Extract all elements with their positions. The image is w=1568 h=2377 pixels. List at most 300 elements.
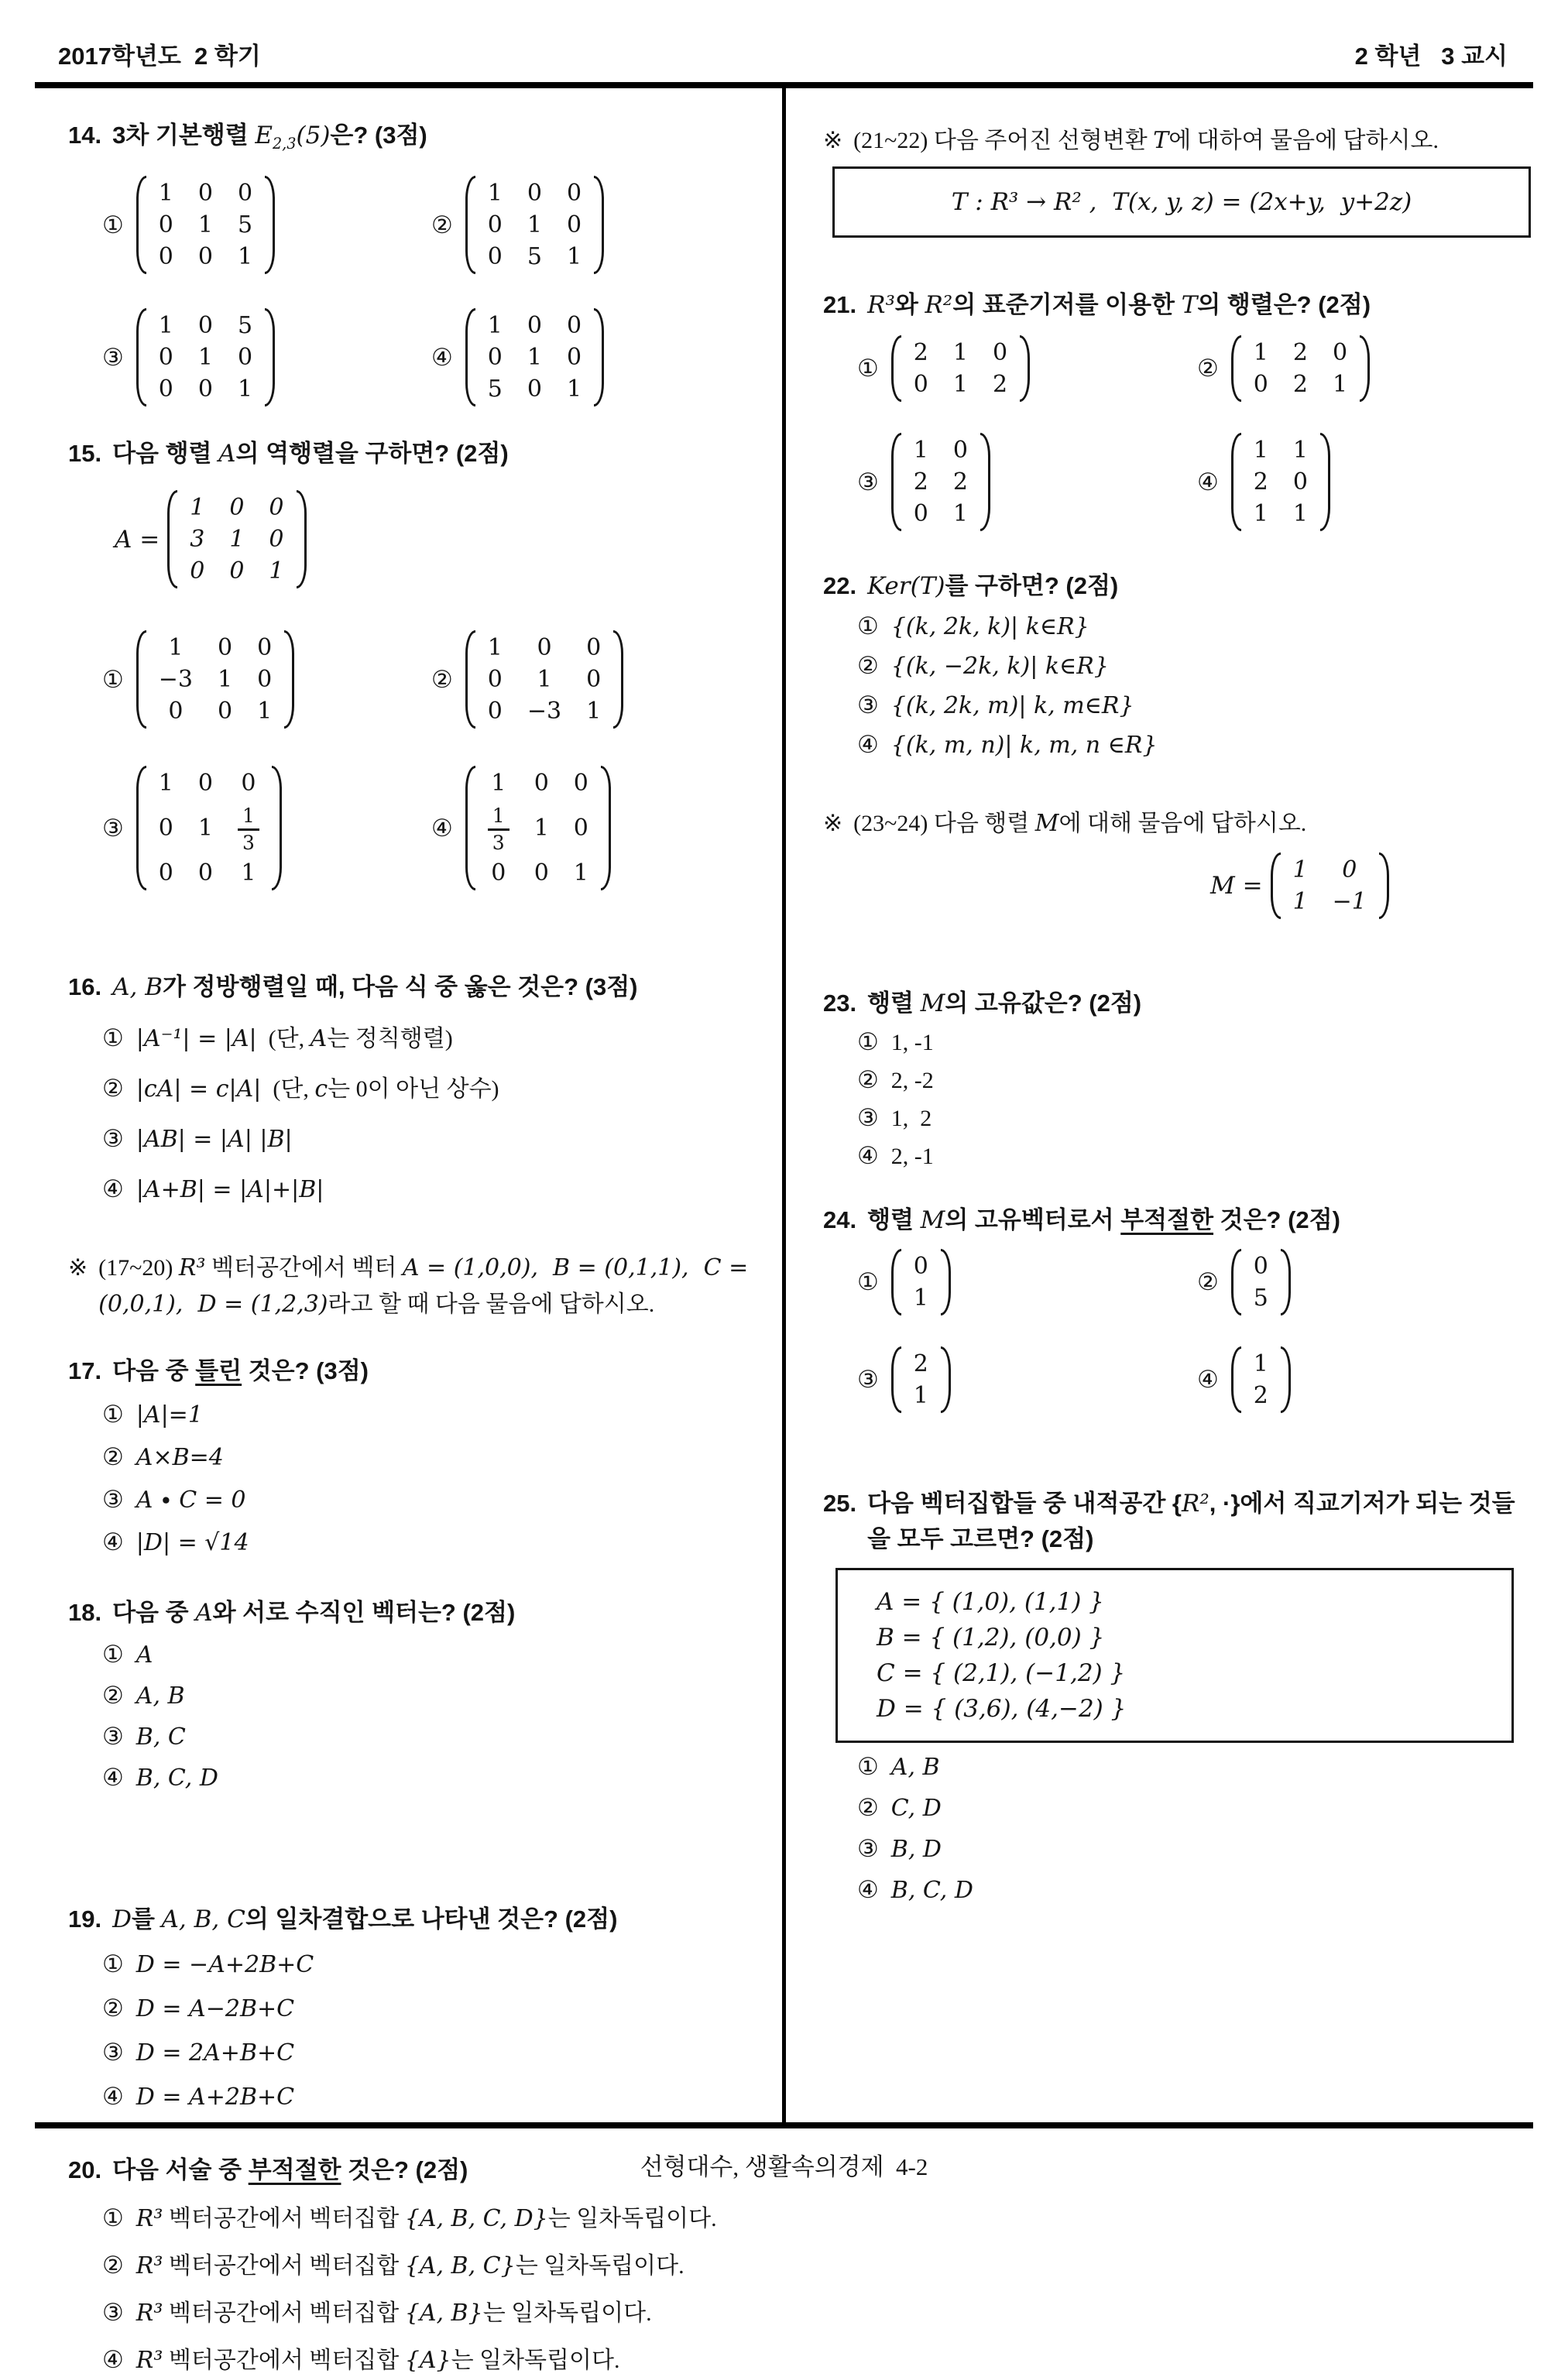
text-segment: 의 역행렬을 구하면? — [235, 440, 456, 468]
text-segment: M — [920, 1206, 945, 1234]
text-segment: 에 대해 물음에 답하시오. — [1058, 811, 1307, 836]
question-23-title — [823, 986, 1537, 1021]
text-segment: R³ — [867, 291, 895, 319]
matrix-cell: 1 — [1253, 1350, 1268, 1377]
option-number: ③ — [857, 691, 879, 719]
matrix-cell: 0 — [257, 634, 273, 662]
matrix-cell: 1 — [952, 339, 968, 366]
matrix-cell: 0 — [487, 344, 503, 372]
paren-left — [167, 490, 177, 588]
option-number: ① — [857, 612, 879, 640]
text-segment: A ∙ C = 0 — [136, 1487, 246, 1514]
option-text — [136, 1993, 294, 2025]
text-segment: 벡터공간에서 벡터집합 — [163, 2206, 405, 2232]
option-number: ③ — [857, 1835, 879, 1862]
transformation-definition-box — [832, 166, 1531, 238]
question-number: 15. — [68, 440, 102, 468]
option-text — [891, 690, 1134, 722]
option — [431, 629, 760, 730]
option-text — [136, 1399, 203, 1432]
text-segment: (2점) — [1065, 572, 1119, 599]
text-segment: D = 2A+B+C — [136, 2039, 295, 2067]
text-segment: c — [314, 1075, 328, 1103]
text-segment: , ·}에서 직교기저가 되는 것들을 모두 고르면? — [867, 1490, 1515, 1552]
matrix-cell: 1 — [1253, 500, 1268, 527]
matrix-cell: 0 — [197, 312, 213, 340]
question-text — [112, 118, 760, 162]
matrix-cell: 0 — [534, 770, 549, 797]
matrix-cell: 1 — [257, 698, 273, 725]
matrix-cell: 1 — [237, 376, 253, 403]
option-number: ④ — [102, 2346, 124, 2374]
footer-rule — [35, 2122, 1533, 2128]
option — [857, 610, 1537, 643]
option-number: ③ — [102, 2299, 124, 2327]
paren-left — [465, 766, 475, 890]
fraction-numerator: 1 — [488, 805, 510, 831]
text-segment: 는 0이 아닌 상수) — [328, 1076, 499, 1103]
option-number: ④ — [1197, 1366, 1219, 1393]
matrix-cell: 0 — [168, 698, 184, 725]
matrix-cell: 2 — [952, 468, 968, 496]
paren-right — [297, 490, 307, 588]
question-14-title — [68, 118, 760, 162]
option — [857, 1064, 1537, 1097]
matrix-cell: 1 — [1253, 339, 1268, 366]
option — [857, 1833, 1537, 1866]
matrix-cell: 3 — [190, 526, 205, 554]
matrix-label: A = — [115, 525, 160, 554]
paren-right — [941, 1249, 951, 1315]
text-segment: 의 행렬은? — [1197, 291, 1319, 318]
matrix-cell: 0 — [158, 211, 173, 239]
matrix — [1231, 431, 1330, 533]
matrix-cell: 0 — [1332, 339, 1348, 366]
text-segment: {A, B, C} — [404, 2252, 516, 2280]
matrix-cell: 1 — [190, 494, 205, 522]
matrix-cell: 1 — [487, 180, 503, 208]
option — [102, 2296, 760, 2330]
option-number: ③ — [102, 2039, 124, 2067]
matrix-cell: 0 — [229, 494, 245, 522]
matrix-cell: 0 — [527, 180, 542, 208]
question-15-title — [68, 436, 760, 472]
text-segment: 2, -1 — [890, 1144, 934, 1169]
text-segment: A — [195, 1599, 213, 1628]
option-number: ③ — [857, 1104, 879, 1131]
matrix-cell: −3 — [527, 698, 562, 725]
matrix-cell: 0 — [218, 698, 233, 725]
option-number: ④ — [431, 814, 453, 842]
matrix-cell: 1 — [269, 557, 284, 585]
option-text — [136, 2203, 717, 2235]
matrix-cell: 2 — [913, 1350, 928, 1377]
option — [102, 1720, 760, 1754]
option — [431, 174, 760, 276]
option-text — [136, 1123, 293, 1156]
paren-right — [613, 630, 623, 729]
matrix-cell: 1 — [197, 815, 213, 842]
matrix-cell: 0 — [491, 859, 506, 887]
text-segment: |cA| = c|A| — [136, 1075, 262, 1103]
paren-left — [1271, 852, 1281, 919]
matrix-cell: 0 — [241, 770, 256, 797]
matrix-cell: 2 — [1253, 468, 1268, 496]
question-text — [867, 1202, 1537, 1238]
text-segment: 은? — [330, 122, 375, 149]
matrix-cell: 1 — [197, 211, 213, 239]
matrix-cell: 0 — [534, 859, 549, 887]
paren-left — [465, 630, 475, 729]
option — [857, 650, 1537, 683]
question-number: 16. — [68, 973, 102, 1001]
matrix-cell: 0 — [566, 344, 582, 372]
option — [102, 1441, 760, 1474]
text-segment: 행렬 — [867, 1206, 921, 1233]
matrix-cell: 0 — [487, 666, 503, 694]
matrix-cell: 1 — [197, 344, 213, 372]
option — [431, 307, 760, 408]
option-number: ③ — [857, 1366, 879, 1393]
matrix-cell: 0 — [527, 376, 542, 403]
paren-right — [594, 308, 604, 406]
vector-sets-box — [835, 1568, 1514, 1743]
text-segment: 3차 기본행렬 — [112, 122, 256, 149]
paren-right — [1379, 852, 1389, 919]
matrix-cell: 0 — [237, 180, 253, 208]
matrix-cell: 5 — [527, 243, 542, 271]
matrix-cell: 1 — [913, 1382, 928, 1409]
matrix-label: M = — [1210, 872, 1263, 900]
page-header — [0, 0, 1568, 71]
matrix-cell: 0 — [1292, 468, 1308, 496]
matrix-cell: 0 — [257, 666, 273, 694]
matrix-cell: 0 — [487, 211, 503, 239]
matrix — [136, 764, 282, 892]
option — [102, 1638, 760, 1672]
question-16 — [68, 969, 760, 1206]
paren-right — [1020, 335, 1030, 402]
matrix-cell: 1 — [1292, 437, 1308, 464]
matrix-cell: 1 — [952, 500, 968, 527]
text-segment: (단, — [256, 1026, 311, 1052]
text-segment: 1, 2 — [890, 1106, 932, 1131]
matrix-cell: 0 — [158, 243, 173, 271]
paren-right — [1281, 1346, 1291, 1413]
text-segment: |A+B| = |A|+|B| — [136, 1176, 324, 1204]
text-segment: 의 고유벡터로서 — [945, 1206, 1121, 1233]
text-segment: A, B — [136, 1682, 185, 1710]
option-text — [136, 1484, 246, 1517]
text-segment: T : R³ → R² , T(x, y, z) = (2x+y, y+2z) — [951, 188, 1412, 216]
text-segment: (3점) — [374, 122, 427, 149]
paren-left — [136, 308, 146, 406]
question-text — [867, 1486, 1537, 1557]
matrix-cell: 1 — [573, 859, 588, 887]
paren-right — [265, 308, 275, 406]
matrix-cell: 1 — [1292, 888, 1308, 915]
matrix-cell: 1 — [487, 312, 503, 340]
question-17-options — [68, 1398, 760, 1559]
option-number: ① — [857, 1268, 879, 1295]
paren-right — [1320, 433, 1330, 531]
paren-right — [980, 433, 990, 531]
text-segment: 다음 벡터집합들 중 내적공간 { — [867, 1490, 1182, 1517]
matrix-cell: 0 — [197, 180, 213, 208]
matrix-cell: 1 — [566, 376, 582, 403]
option-number: ③ — [102, 1125, 124, 1153]
matrix-cell: 1 — [1253, 437, 1268, 464]
preamble-text — [853, 805, 1537, 842]
matrix-cell: 0 — [197, 859, 213, 887]
paren-left — [1231, 335, 1241, 402]
text-segment: {(k, m, n)| k, m, n ∈R} — [890, 732, 1158, 759]
matrix-cell: 0 — [992, 339, 1008, 366]
question-text — [867, 568, 1537, 604]
text-segment: 것은? — [1213, 1206, 1288, 1233]
question-17 — [68, 1353, 760, 1559]
question-number: 23. — [823, 990, 857, 1017]
option — [102, 1948, 760, 1981]
set-definition — [877, 1584, 1493, 1620]
text-segment: R³ — [136, 2252, 163, 2280]
matrix-cell: 1 — [241, 859, 256, 887]
text-segment: (5) — [296, 122, 331, 149]
matrix-cell: 0 — [158, 859, 173, 887]
matrix-cell: 0 — [1342, 856, 1357, 883]
question-text — [112, 436, 760, 472]
text-segment: (단, — [261, 1076, 315, 1103]
matrix-cell — [238, 802, 259, 854]
option-number: ③ — [102, 814, 124, 842]
matrix-cells — [475, 629, 613, 730]
text-segment: E — [255, 122, 273, 149]
matrix — [891, 431, 990, 533]
matrix — [891, 334, 1030, 403]
option-number: ① — [102, 1950, 124, 1978]
matrix — [465, 764, 611, 892]
option — [102, 1992, 760, 2025]
question-24 — [823, 1202, 1537, 1415]
question-20 — [68, 2152, 760, 2377]
question-23-options — [823, 1026, 1537, 1173]
option — [102, 2036, 760, 2070]
text-segment: 라고 할 때 다음 물음에 답하시오. — [328, 1291, 655, 1318]
question-15-options — [102, 629, 760, 892]
text-segment: (2점) — [462, 1599, 516, 1627]
matrix-cell: 1 — [158, 180, 173, 208]
option-number: ④ — [431, 343, 453, 371]
text-segment: 부적절한 — [248, 2156, 341, 2184]
text-segment: A, B — [112, 973, 163, 1002]
question-22 — [823, 568, 1537, 762]
matrix-cell: 2 — [1292, 371, 1308, 398]
text-segment: 다음 서술 중 — [112, 2156, 249, 2184]
matrix — [136, 307, 275, 408]
text-segment: B, C, D — [136, 1765, 218, 1792]
option-number: ① — [102, 2204, 124, 2232]
matrix-cell: 1 — [1332, 371, 1348, 398]
matrix-cell: 0 — [158, 376, 173, 403]
text-segment: {(k, −2k, k)| k∈R} — [890, 653, 1109, 680]
option-text — [891, 611, 1089, 643]
option-number: ③ — [857, 468, 879, 496]
text-segment: M — [1034, 810, 1059, 837]
matrix-cell: 1 — [527, 344, 542, 372]
fraction-denominator: 3 — [492, 832, 505, 855]
question-21 — [823, 287, 1537, 533]
text-segment: |AB| = |A| |B| — [136, 1126, 293, 1154]
option-number: ④ — [102, 2083, 124, 2111]
option-text — [891, 1103, 932, 1135]
option-number: ② — [102, 1995, 124, 2022]
text-segment: {(k, 2k, k)| k∈R} — [890, 613, 1089, 640]
matrix-cell: 0 — [190, 557, 205, 585]
text-segment: 를 — [131, 1905, 162, 1933]
matrix-cell: 0 — [269, 494, 284, 522]
text-segment: 다음 중 — [112, 1599, 196, 1627]
header-grade-period: 2 학년 3 교시 — [1354, 43, 1508, 70]
option-number: ① — [857, 1753, 879, 1780]
matrix-cell: 0 — [566, 312, 582, 340]
matrix-cell: 5 — [237, 211, 253, 239]
text-segment: B, D — [890, 1836, 942, 1863]
text-segment: 와 — [894, 291, 925, 318]
option — [857, 1751, 1537, 1784]
header-term: 2017학년도 2 학기 — [58, 43, 261, 70]
matrix-cell: 1 — [158, 770, 173, 797]
option-text — [891, 1875, 973, 1907]
matrix-cell — [488, 802, 510, 854]
text-segment: (2점) — [415, 2156, 468, 2184]
given-matrix-M — [1210, 851, 1537, 921]
option — [857, 689, 1537, 722]
matrix-cell: 1 — [1292, 856, 1308, 883]
option — [102, 1173, 760, 1206]
matrix-cell: 1 — [158, 312, 173, 340]
paren-right — [272, 766, 282, 890]
option-text — [136, 1174, 324, 1206]
text-segment: C = { (2,1), (−1,2) } — [877, 1659, 1126, 1687]
text-segment: 부적절한 — [1120, 1206, 1214, 1233]
text-segment: (21~22) 다음 주어진 선형변환 — [853, 128, 1154, 153]
fraction — [238, 805, 259, 854]
option — [102, 1398, 760, 1432]
text-segment: 2, -2 — [890, 1068, 934, 1093]
matrix-cell: 1 — [168, 634, 184, 662]
matrix-cell: 0 — [158, 344, 173, 372]
text-segment: B, C — [136, 1724, 186, 1751]
question-19-title — [68, 1902, 760, 1937]
text-segment: T — [1181, 291, 1198, 319]
matrix-cell: 0 — [573, 770, 588, 797]
option — [102, 2202, 760, 2235]
text-segment: 벡터공간에서 벡터집합 — [163, 2348, 405, 2374]
option — [1197, 431, 1537, 533]
question-25 — [823, 1486, 1537, 1907]
option-number: ② — [102, 1443, 124, 1471]
matrix — [136, 629, 294, 730]
preamble-21-22 — [823, 122, 1537, 159]
text-segment: (3점) — [585, 973, 638, 1001]
option-number: ② — [102, 1075, 124, 1103]
option — [102, 1526, 760, 1559]
question-20-options — [68, 2202, 760, 2377]
text-segment: 는 일차독립이다. — [547, 2206, 717, 2232]
matrix-cell: 0 — [913, 371, 928, 398]
question-14 — [68, 118, 760, 408]
matrix-cell: 2 — [1292, 339, 1308, 366]
matrix-cell: 0 — [913, 1253, 928, 1280]
option — [102, 1761, 760, 1795]
option — [857, 729, 1537, 762]
matrix-cells — [901, 334, 1020, 403]
matrix-cell: 0 — [586, 666, 602, 694]
option-text — [136, 1721, 186, 1754]
definition-formula — [952, 188, 1412, 216]
question-14-options — [102, 174, 760, 408]
matrix-cells — [1241, 1247, 1281, 1317]
paren-left — [465, 308, 475, 406]
question-22-options — [823, 610, 1537, 762]
option-number: ③ — [102, 343, 124, 371]
option-text — [891, 1792, 942, 1825]
option-text — [136, 2250, 684, 2283]
question-18-title — [68, 1595, 760, 1631]
text-segment: 를 구하면? — [945, 572, 1066, 599]
matrix-cells — [475, 764, 601, 892]
paren-right — [601, 766, 611, 890]
text-segment: 는 일차독립이다. — [482, 2300, 652, 2327]
text-segment: R³ — [136, 2205, 163, 2233]
text-segment: 것은? — [341, 2156, 416, 2184]
matrix-cell: 0 — [586, 634, 602, 662]
text-segment: |A⁻¹| = |A| — [136, 1025, 257, 1053]
question-25-options — [823, 1751, 1537, 1907]
text-segment: 1, -1 — [890, 1030, 934, 1055]
matrix-cell: 0 — [487, 243, 503, 271]
text-segment: A = { (1,0), (1,1) } — [877, 1588, 1104, 1616]
text-segment: A — [218, 440, 236, 468]
option-number: ③ — [102, 1486, 124, 1514]
option-number: ① — [102, 1401, 124, 1429]
matrix-cell: 0 — [566, 180, 582, 208]
option-text — [136, 2297, 652, 2330]
option-text — [136, 1023, 453, 1055]
option — [102, 2080, 760, 2114]
text-segment: 벡터공간에서 벡터집합 — [163, 2300, 405, 2327]
matrix — [1231, 1247, 1291, 1317]
matrix-cell: 1 — [534, 815, 549, 842]
matrix — [1271, 851, 1389, 921]
option — [102, 764, 431, 892]
matrix-cell: 5 — [1253, 1285, 1268, 1312]
matrix-cell: 0 — [527, 312, 542, 340]
paren-right — [1360, 335, 1370, 402]
question-text — [112, 1353, 760, 1389]
reference-mark: ※ — [823, 811, 843, 836]
matrix-cell: 1 — [913, 437, 928, 464]
option — [102, 629, 431, 730]
option-text — [891, 1065, 934, 1097]
matrix — [465, 629, 623, 730]
matrix-cell: 0 — [913, 500, 928, 527]
right-column — [786, 88, 1568, 2122]
option-number: ② — [857, 1794, 879, 1821]
question-text — [112, 1595, 760, 1631]
question-18 — [68, 1595, 760, 1795]
option-number: ④ — [1197, 468, 1219, 496]
